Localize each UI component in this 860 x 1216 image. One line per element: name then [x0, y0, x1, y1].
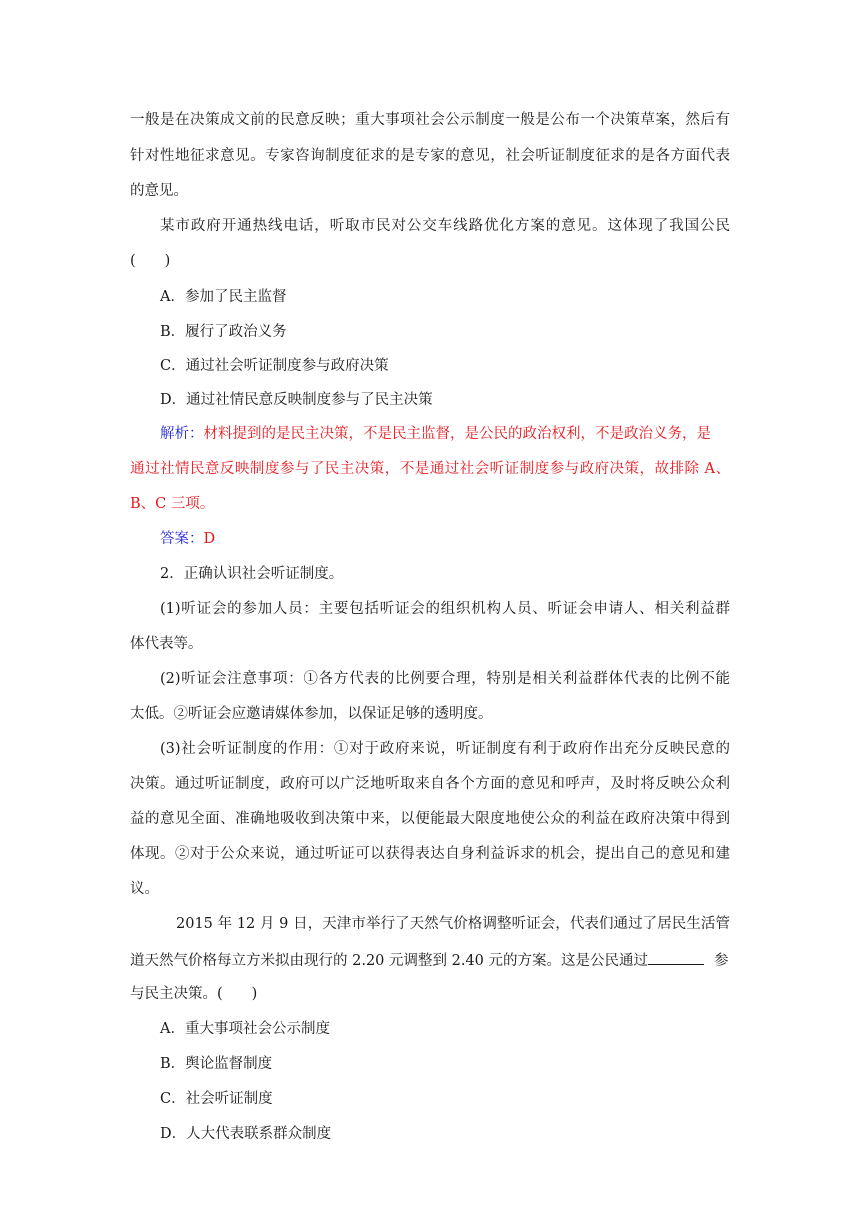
section2-p3-line-4: 体现。②对于公众来说，通过听证可以获得表达自身利益诉求的机会，提出自己的意见和建 [130, 846, 730, 862]
q2-stem-line-3: 与民主决策。( ) [130, 986, 258, 1002]
q2-option-a: A．重大事项社会公示制度 [160, 1021, 330, 1037]
section2-p2-line-2: 太低。②听证会应邀请媒体参加，以保证足够的透明度。 [130, 706, 493, 722]
q2-stem-text: 道天然气价格每立方米拟由现行的 2.20 元调整到 2.40 元的方案。这是公民通过 [130, 953, 649, 969]
q1-option-d: D．通过社情民意反映制度参与了民主决策 [160, 392, 433, 408]
analysis-label: 解析： [160, 426, 204, 442]
section2-p3-line-1: (3)社会听证制度的作用：①对于政府来说，听证制度有利于政府作出充分反映民意的 [160, 741, 730, 757]
q2-option-c: C．社会听证制度 [160, 1091, 273, 1107]
intro-line-3: 的意见。 [130, 183, 188, 199]
q1-analysis-line-3: B、C 三项。 [130, 496, 215, 512]
section2-p3-line-3: 益的意见全面、准确地吸收到决策中来，以便能最大限度地使公众的利益在政府决策中得到 [130, 811, 730, 827]
q2-option-d: D．人大代表联系群众制度 [160, 1126, 332, 1142]
analysis-text-1: 材料提到的是民主决策，不是民主监督，是公民的政治权利，不是政治义务，是 [203, 426, 711, 442]
q1-option-b: B．履行了政治义务 [160, 324, 287, 340]
answer-value: D [203, 531, 216, 547]
section2-p3-line-5: 议。 [130, 881, 159, 897]
q1-option-c: C．通过社会听证制度参与政府决策 [160, 358, 389, 374]
intro-line-2: 针对性地征求意见。专家咨询制度征求的是专家的意见，社会听证制度征求的是各方面代表 [130, 148, 730, 164]
q1-stem-line-1: 某市政府开通热线电话，听取市民对公交车线路优化方案的意见。这体现了我国公民 [160, 218, 730, 234]
q2-stem-tail: 参 [714, 953, 729, 969]
q2-stem-line-1: 2015 年 12 月 9 日，天津市举行了天然气价格调整听证会，代表们通过了居民生活管 [176, 916, 730, 932]
q1-analysis-line-1 [160, 424, 730, 444]
q1-option-a: A．参加了民主监督 [160, 289, 287, 305]
section2-heading: 2．正确认识社会听证制度。 [160, 566, 344, 582]
q1-stem-line-2: ( ) [130, 253, 171, 269]
section2-p1-line-1: (1)听证会的参加人员：主要包括听证会的组织机构人员、听证会申请人、相关利益群 [160, 601, 730, 617]
q2-stem-line-2 [130, 949, 730, 971]
fill-in-blank [648, 949, 704, 965]
q2-option-b: B．舆论监督制度 [160, 1056, 273, 1072]
section2-p2-line-1: (2)听证会注意事项：①各方代表的比例要合理，特别是相关利益群体代表的比例不能 [160, 671, 730, 687]
q1-analysis-line-2: 通过社情民意反映制度参与了民主决策，不是通过社会听证制度参与政府决策，故排除 A、 [130, 461, 730, 477]
answer-label: 答案： [160, 531, 204, 547]
intro-line-1: 一般是在决策成文前的民意反映；重大事项社会公示制度一般是公布一个决策草案，然后有 [130, 112, 730, 128]
section2-p3-line-2: 决策。通过听证制度，政府可以广泛地听取来自各个方面的意见和呼声，及时将反映公众利 [130, 776, 730, 792]
section2-p1-line-2: 体代表等。 [130, 636, 203, 652]
q1-answer [160, 529, 730, 549]
